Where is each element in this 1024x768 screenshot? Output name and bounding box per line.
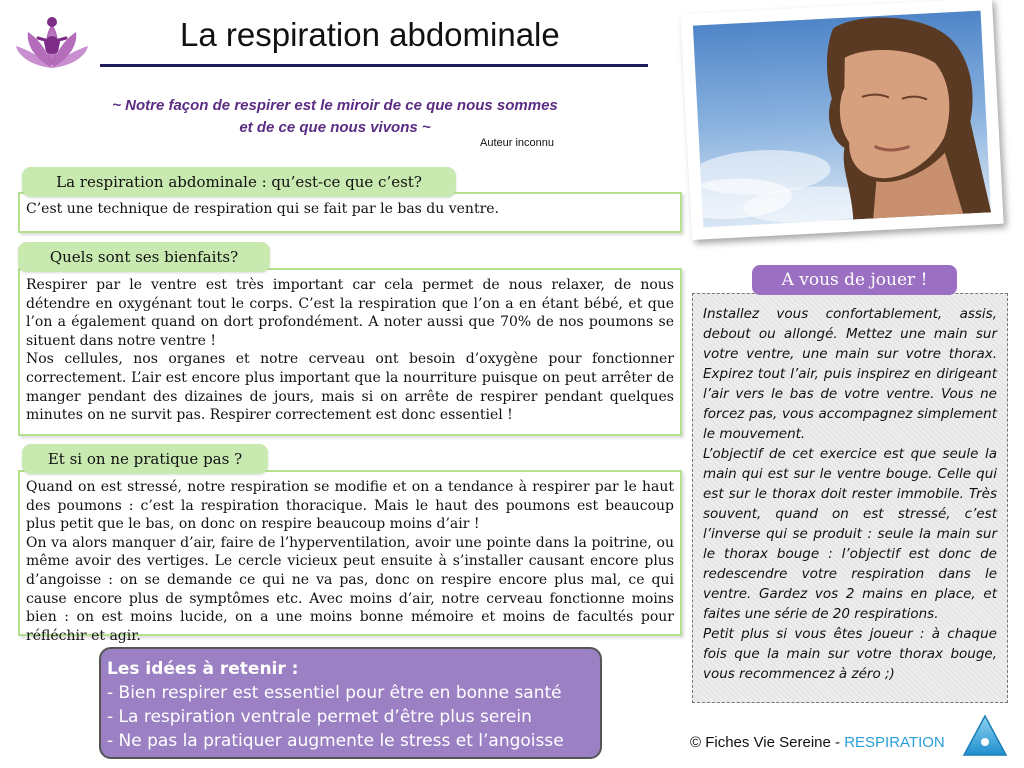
section-consequences-box bbox=[18, 470, 682, 644]
key-idea-item: - Ne pas la pratiquer augmente le stress et l’angoisse bbox=[107, 731, 564, 751]
key-ideas-box bbox=[99, 647, 602, 759]
footer-credit bbox=[690, 734, 945, 751]
footer-topic: RESPIRATION bbox=[844, 734, 945, 751]
photo-image bbox=[693, 11, 991, 228]
exercise-text-3: Petit plus si vous êtes joueur : à chaque fois que la main sur votre thorax bouge, vous recommencez à zéro ;) bbox=[703, 626, 997, 682]
quote-author: Auteur inconnu bbox=[480, 137, 554, 149]
lotus-meditation-icon bbox=[12, 8, 92, 70]
key-idea-item: - Bien respirer est essentiel pour être en bonne santé bbox=[107, 683, 562, 703]
section-benefits-box bbox=[18, 268, 682, 436]
section-definition-box bbox=[18, 192, 682, 233]
section-consequences-text-2: On va alors manquer d’air, faire de l’hyperventilation, avoir une pointe dans la poitrine, ou même avoir des vertiges. Le cercle vicieux peut ensuite à s’installer causant encore plus d’angoisse : on se demande ce qui ne va pas, donc on respire encore plus mal, ce qui cause encore plus de symptômes etc. Avec moins d’air, notre cerveau fonctionne moins bien : on est moins lucide, on a une moins bonne mémoire et moins de facultés pour réfléchir et agir. bbox=[26, 534, 674, 644]
quote-line-1: ~ Notre façon de respirer est le miroir de ce que nous sommes bbox=[112, 97, 558, 114]
section-benefits-tab: Quels sont ses bienfaits? bbox=[18, 242, 270, 272]
footer-prefix: © Fiches Vie Sereine - bbox=[690, 734, 845, 751]
quote bbox=[100, 95, 570, 139]
exercise-text-1: Installez vous confortablement, assis, debout ou allongé. Mettez une main sur votre ventre, une main sur votre thorax. Expirez tout l’air, puis inspirez en dirigeant l’air vers le bas de votre ventre. Vous ne forcez pas, vous accompagnez simplement le mouvement. bbox=[703, 306, 997, 442]
key-idea-item: - La respiration ventrale permet d’être plus serein bbox=[107, 707, 532, 727]
exercise-tab: A vous de jouer ! bbox=[752, 265, 957, 295]
key-ideas-title: Les idées à retenir : bbox=[107, 659, 299, 679]
exercise-box bbox=[692, 293, 1008, 703]
section-consequences-text-1: Quand on est stressé, notre respiration se modifie et on a tendance à respirer par le haut des poumons : c’est la respiration thoracique. Mais le haut des poumons est beaucoup plus petit que le bas, on donc on respire beaucoup moins d’air ! bbox=[26, 479, 674, 533]
title-underline bbox=[100, 64, 648, 67]
section-definition-text: C’est une technique de respiration qui se fait par le bas du ventre. bbox=[26, 201, 499, 217]
section-consequences-tab: Et si on ne pratique pas ? bbox=[22, 444, 268, 474]
section-benefits-text-2: Nos cellules, nos organes et notre cerveau ont besoin d’oxygène pour fonctionner correctement. L’air est encore plus important que la nourriture puisque on peut arrêter de manger pendant des dizaines de jours, mais si on arrête de respirer pendant quelques minutes on ne survit pas. Respirer correctement est donc essentiel ! bbox=[26, 351, 674, 424]
section-benefits-text-1: Respirer par le ventre est très important car cela permet de nous relaxer, de nous détendre en oxygénant tout le corps. C’est la respiration que l’on a en étant bébé, et que l’on a également quand on dort profondément. A noter aussi que 70% de nos poumons se situent dans notre ventre ! bbox=[26, 277, 674, 349]
triangle-logo-icon bbox=[962, 714, 1008, 758]
exercise-text-2: L’objectif de cet exercice est que seule la main qui est sur le ventre bouge. Celle qui est sur le thorax doit rester immobile. Très souvent, quand on est stressé, c’est l’inverse qui se produit : seule la main sur le thorax bouge : l’objectif est donc de redescendre votre respiration dans le ventre. Gardez vos 2 mains en place, et faites une série de 20 respirations. bbox=[703, 446, 997, 622]
section-definition-tab: La respiration abdominale : qu’est-ce que c’est? bbox=[22, 167, 456, 197]
breathing-photo bbox=[680, 0, 1003, 240]
page-title: La respiration abdominale bbox=[180, 16, 560, 53]
quote-line-2: et de ce que nous vivons ~ bbox=[239, 119, 431, 136]
